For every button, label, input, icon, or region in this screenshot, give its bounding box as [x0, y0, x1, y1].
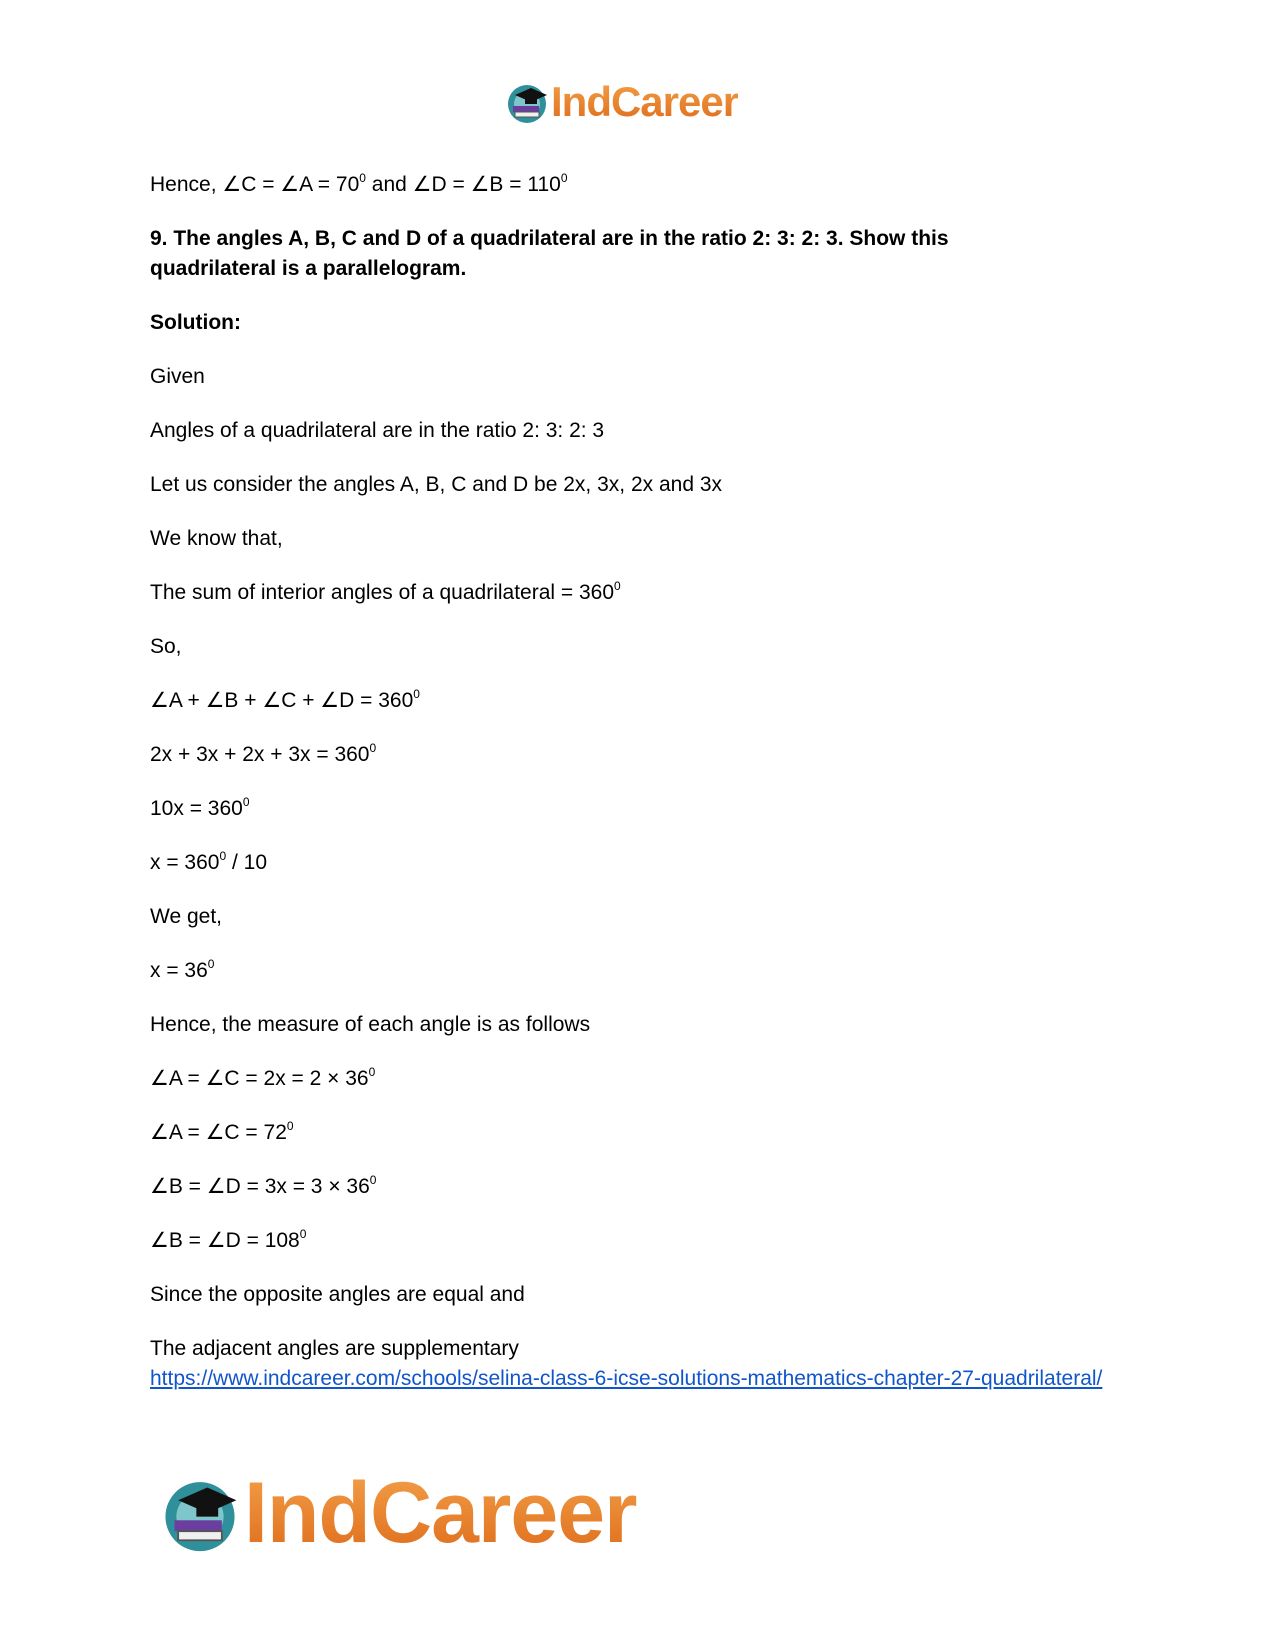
header-logo — [505, 78, 738, 126]
text-line: We get, — [150, 905, 222, 928]
logo-wordmark: IndCareer — [551, 78, 739, 125]
text-line: Since the opposite angles are equal and — [150, 1283, 525, 1306]
equation-line: ∠A = ∠C = $2x = 2 \times 36^0$ — [150, 1065, 376, 1090]
equation-line: $2x + 3x + 2x + 3x = 360^0$ — [150, 741, 377, 766]
text-line: Hence, ∠C = ∠A = $70^0$ and ∠D = ∠B = $110^0$ — [150, 171, 568, 196]
equation-line: $x = 36^0$ — [150, 957, 215, 982]
text-line: Let us consider the angles A, B, C and D be 2x, 3x, 2x and 3x — [150, 473, 723, 496]
text-line: We know that, — [150, 527, 283, 550]
equation-line: $10x = 360^0$ — [150, 795, 250, 820]
question-title-cont: quadrilateral is a parallelogram. — [150, 257, 467, 280]
solution-heading: Solution: — [150, 311, 241, 334]
text-line: The sum of interior angles of a quadrilateral = $360^0$ — [150, 579, 621, 604]
equation-line: ∠B = ∠D = $3x = 3 \times 36^0$ — [150, 1173, 377, 1198]
footer-logo — [160, 1464, 637, 1561]
equation-line: $x = 360^0 / 10$ — [150, 849, 268, 874]
logo-wordmark: IndCareer — [244, 1464, 637, 1561]
text-line: So, — [150, 635, 182, 658]
equation-line: ∠A + ∠B + ∠C + ∠D = $360^0$ — [150, 687, 420, 712]
source-url-link[interactable]: https://www.indcareer.com/schools/selina-class-6-icse-solutions-mathematics-chapter-27-quadrilateral/ — [150, 1367, 1103, 1390]
question-title: 9. The angles A, B, C and D of a quadrilateral are in the ratio 2: 3: 2: 3. Show this — [150, 227, 949, 250]
text-line: Given — [150, 365, 205, 388]
text-line: Hence, the measure of each angle is as follows — [150, 1013, 591, 1036]
equation-line: ∠A = ∠C = $72^0$ — [150, 1119, 294, 1144]
equation-line: ∠B = ∠D = $108^0$ — [150, 1227, 307, 1252]
graduation-cap-book-icon — [160, 1473, 240, 1553]
text-line: The adjacent angles are supplementary — [150, 1337, 519, 1360]
graduation-cap-book-icon — [505, 80, 549, 124]
text-line: Angles of a quadrilateral are in the ratio 2: 3: 2: 3 — [150, 419, 605, 442]
